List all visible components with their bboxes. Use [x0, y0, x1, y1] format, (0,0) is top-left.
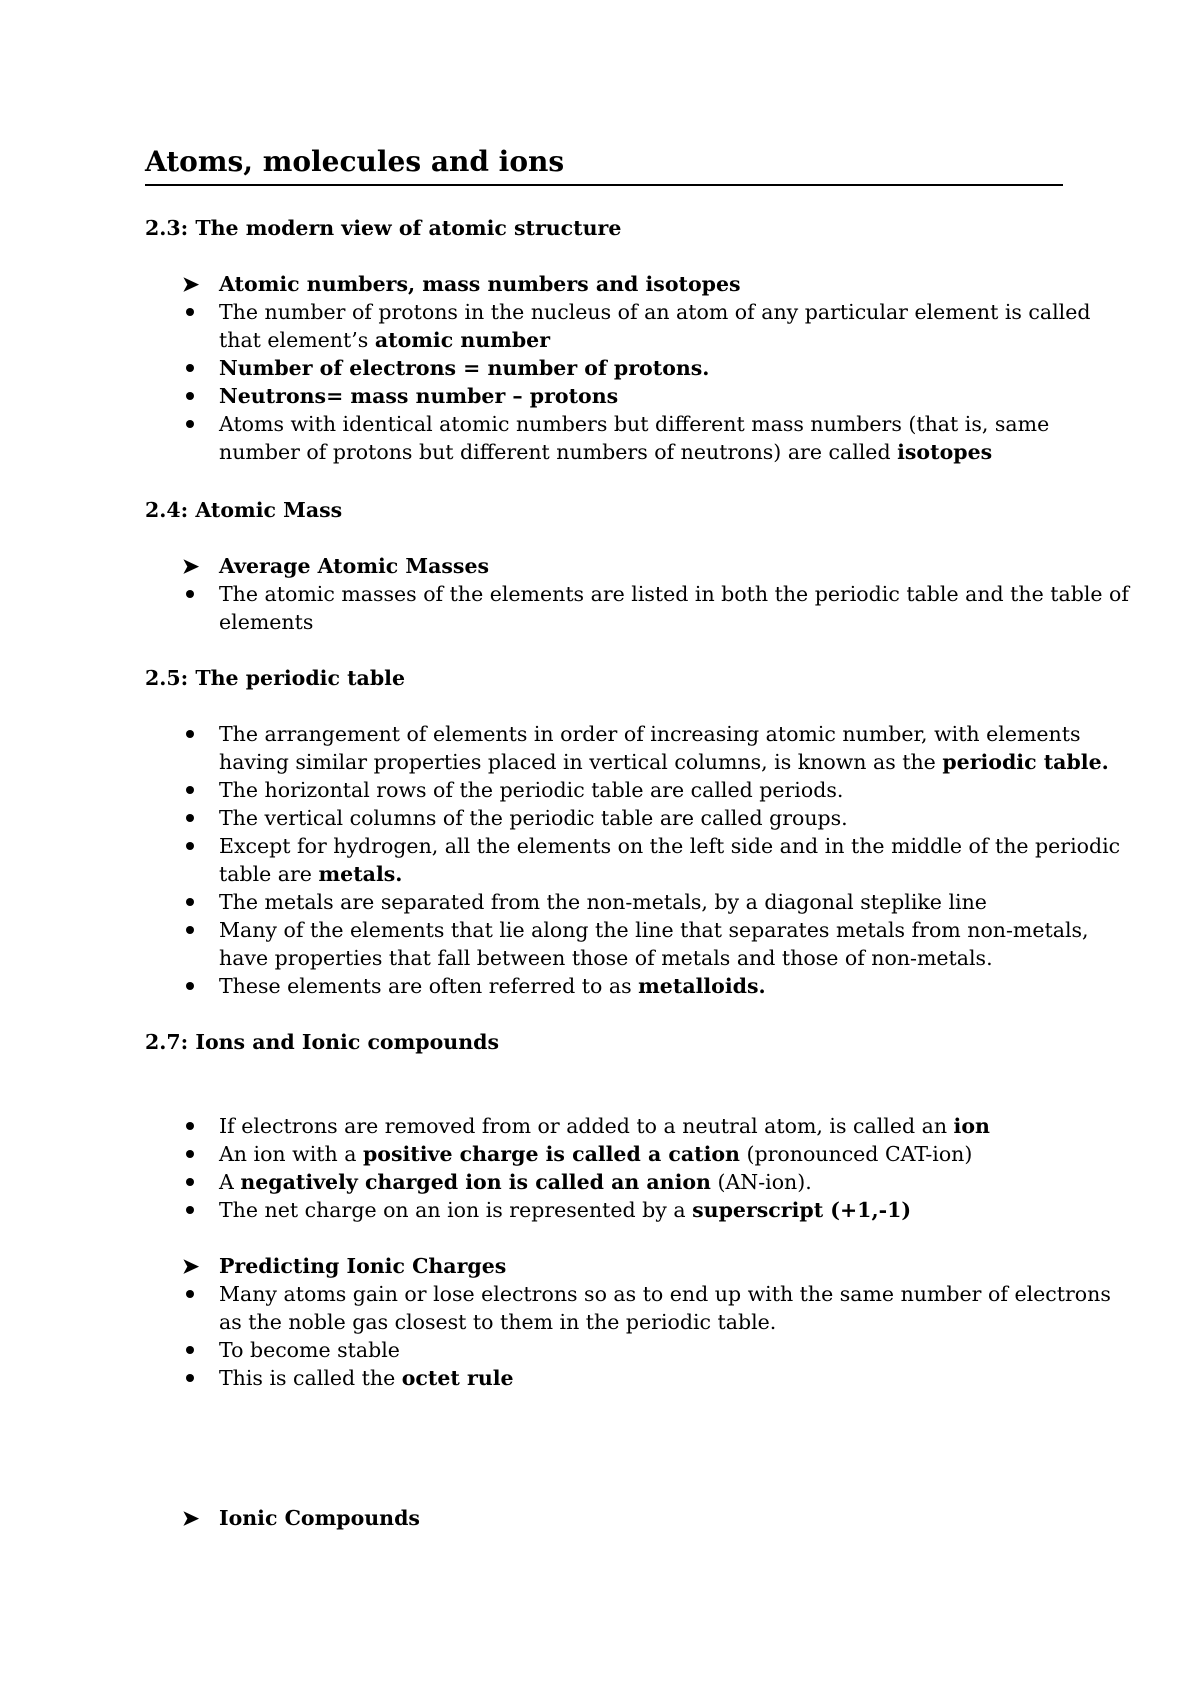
- bullet-icon: [186, 1150, 194, 1158]
- bullet-icon: [186, 1374, 194, 1382]
- list-item: This is called the octet rule: [182, 1364, 1072, 1392]
- arrow-bullet-icon: ➤: [182, 272, 200, 296]
- list-item: Neutrons= mass number – protons: [182, 382, 1072, 410]
- bullet-icon: [186, 308, 194, 316]
- bullet-icon: [186, 982, 194, 990]
- bullet-icon: [186, 1206, 194, 1214]
- list-item: A negatively charged ion is called an anion (AN-ion).: [182, 1168, 1072, 1196]
- bullet-icon: [186, 1178, 194, 1186]
- list-item: Number of electrons = number of protons.: [182, 354, 1072, 382]
- subheading-predicting-ionic-charges: ➤ Predicting Ionic Charges: [182, 1254, 507, 1278]
- subheading-average-atomic-masses: ➤ Average Atomic Masses: [182, 554, 490, 578]
- list-item: Many of the elements that lie along the line that separates metals from non-metals, have properties that fall between those of metals and those of non-metals.: [182, 916, 1072, 972]
- bullet-icon: [186, 420, 194, 428]
- bullet-icon: [186, 898, 194, 906]
- section-heading-2-3: 2.3: The modern view of atomic structure: [145, 216, 622, 240]
- bullet-icon: [186, 842, 194, 850]
- list-item: The horizontal rows of the periodic table are called periods.: [182, 776, 1072, 804]
- bullet-icon: [186, 1122, 194, 1130]
- arrow-bullet-icon: ➤: [182, 554, 200, 578]
- bullet-icon: [186, 1346, 194, 1354]
- section-heading-2-4: 2.4: Atomic Mass: [145, 498, 343, 522]
- list-item: These elements are often referred to as metalloids.: [182, 972, 1072, 1000]
- arrow-bullet-icon: ➤: [182, 1506, 200, 1530]
- list-item: An ion with a positive charge is called a cation (pronounced CAT-ion): [182, 1140, 1072, 1168]
- list-item: Atoms with identical atomic numbers but different mass numbers (that is, same number of protons but different numbers of neutrons) are called isotopes: [182, 410, 1072, 466]
- list-item: The number of protons in the nucleus of an atom of any particular element is called that element’s atomic number: [182, 298, 1072, 354]
- list-item: Except for hydrogen, all the elements on the left side and in the middle of the periodic table are metals.: [182, 832, 1072, 888]
- bullet-icon: [186, 392, 194, 400]
- bullet-icon: [186, 364, 194, 372]
- list-item: The vertical columns of the periodic table are called groups.: [182, 804, 1072, 832]
- list-item: The metals are separated from the non-metals, by a diagonal steplike line: [182, 888, 1072, 916]
- list-item: Many atoms gain or lose electrons so as to end up with the same number of electrons as the noble gas closest to them in the periodic table.: [182, 1280, 1072, 1336]
- subheading-atomic-numbers: ➤ Atomic numbers, mass numbers and isotopes: [182, 272, 741, 296]
- list-item: The net charge on an ion is represented by a superscript (+1,-1): [182, 1196, 1072, 1224]
- bullet-icon: [186, 814, 194, 822]
- list-item: To become stable: [182, 1336, 1072, 1364]
- bullet-icon: [186, 730, 194, 738]
- list-item: The arrangement of elements in order of increasing atomic number, with elements having similar properties placed in vertical columns, is known as the periodic table.: [182, 720, 1072, 776]
- subheading-ionic-compounds: ➤ Ionic Compounds: [182, 1506, 420, 1530]
- bullet-icon: [186, 926, 194, 934]
- list-item: The atomic masses of the elements are listed in both the periodic table and the table of elements: [182, 580, 1072, 636]
- list-item: If electrons are removed from or added to a neutral atom, is called an ion: [182, 1112, 1072, 1140]
- bullet-icon: [186, 786, 194, 794]
- arrow-bullet-icon: ➤: [182, 1254, 200, 1278]
- section-heading-2-5: 2.5: The periodic table: [145, 666, 406, 690]
- section-heading-2-7: 2.7: Ions and Ionic compounds: [145, 1030, 499, 1054]
- bullet-icon: [186, 1290, 194, 1298]
- bullet-icon: [186, 590, 194, 598]
- document-title: Atoms, molecules and ions: [145, 144, 1063, 186]
